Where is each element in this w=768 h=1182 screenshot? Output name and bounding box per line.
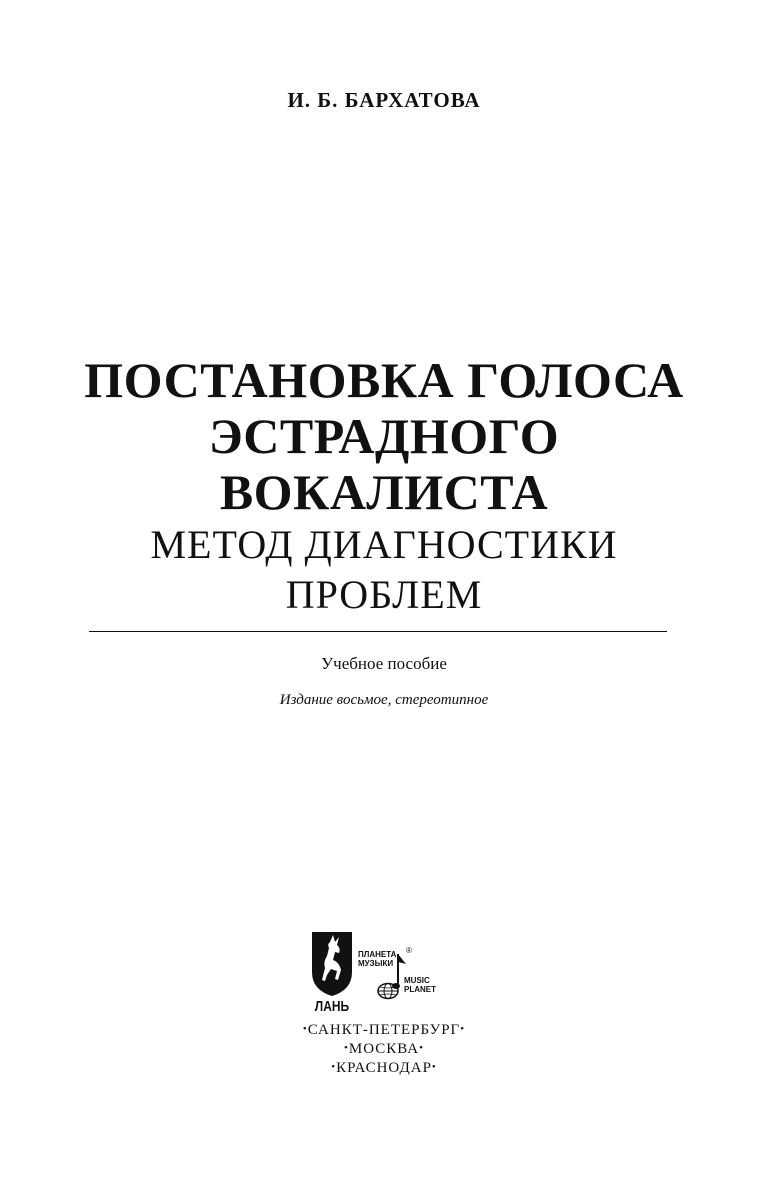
title-line-3: ВОКАЛИСТА: [219, 464, 549, 520]
music-line-2: PLANET: [404, 985, 436, 994]
document-type: Учебное пособие: [321, 654, 447, 673]
subtitle-line-1: МЕТОД ДИАГНОСТИКИ: [150, 522, 618, 567]
planeta-line-2: МУЗЫКИ: [358, 959, 394, 968]
lan-logo-text: ЛАНЬ: [314, 998, 350, 1015]
edition-note: Издание восьмое, стереотипное: [279, 692, 489, 708]
title-block: [0, 352, 768, 620]
publisher-cities: [0, 1020, 768, 1077]
subtitle-line-2: ПРОБЛЕМ: [285, 572, 483, 617]
registered-mark: ®: [406, 946, 412, 955]
publisher-logo: [300, 928, 470, 1020]
city-krasnodar: •КРАСНОДАР•: [331, 1060, 437, 1076]
city-st-petersburg: •САНКТ-ПЕТЕРБУРГ•: [302, 1022, 466, 1038]
globe-icon: [376, 982, 400, 1000]
city-moscow: •МОСКВА•: [344, 1041, 424, 1057]
planeta-line-1: ПЛАНЕТА: [358, 950, 397, 959]
planeta-muzyki-logo-text: [358, 950, 396, 968]
title-divider: [89, 631, 667, 632]
title-line-2: ЭСТРАДНОГО: [208, 408, 560, 464]
music-planet-logo-text: [404, 976, 436, 994]
title-line-1: ПОСТАНОВКА ГОЛОСА: [84, 352, 684, 408]
music-line-1: MUSIC: [404, 976, 430, 985]
author-name: И. Б. БАРХАТОВА: [287, 88, 481, 112]
